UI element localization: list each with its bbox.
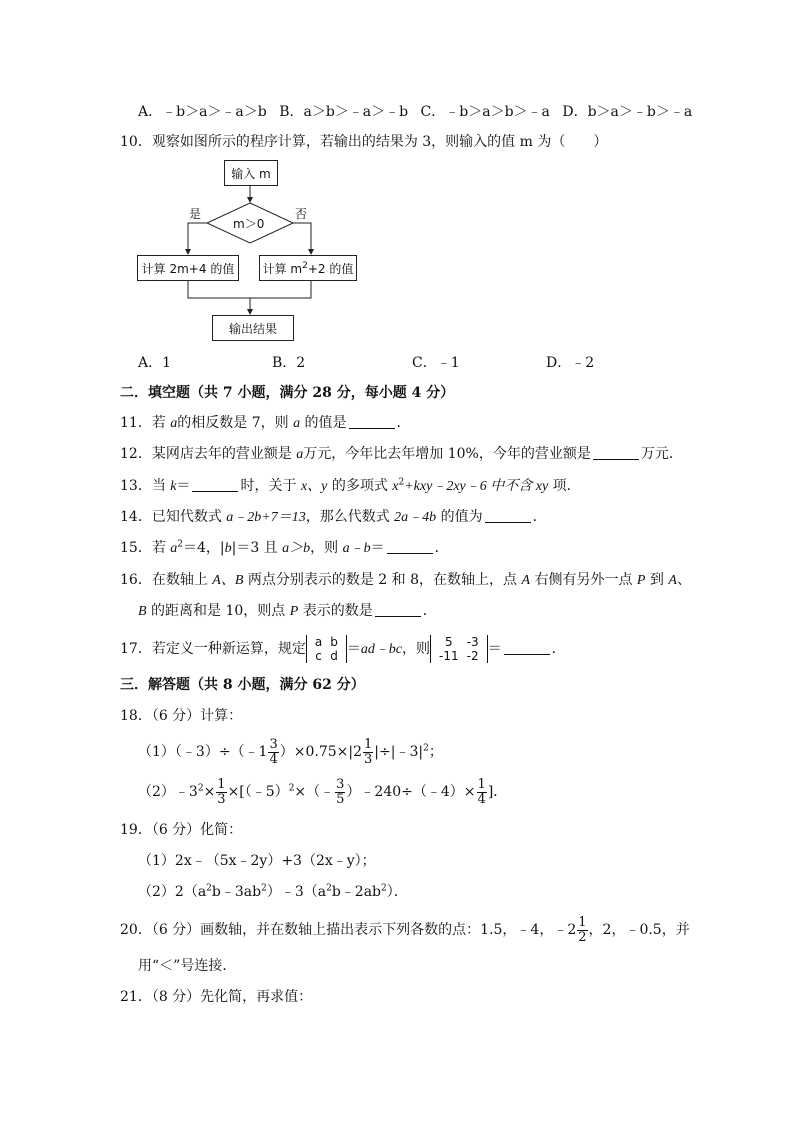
flow-right-label: 计算 $m^2+2$ 的值 [262, 260, 354, 276]
q10-option-a: A．1 [138, 355, 172, 371]
q10-option-d: D．﹣2 [546, 355, 595, 371]
flow-left-label: 计算 2m+4 的值 [141, 261, 235, 276]
flow-yes-label: 是 [189, 207, 202, 221]
q10-option-c: C．﹣1 [412, 355, 460, 371]
q18-stem: 18．（6 分）计算： [120, 708, 243, 724]
flow-left-box [137, 255, 239, 281]
q10-option-b: B．2 [272, 355, 306, 371]
q17-answer-blank [504, 640, 550, 655]
q10-stem: 10．观察如图所示的程序计算，若输出的结果为 3，则输入的值 m 为（ ） [120, 134, 608, 150]
q9-option-a: A．﹣b＞a＞﹣a＞b [138, 104, 267, 120]
q9-option-c: C．﹣b＞a＞b＞﹣a [420, 104, 550, 120]
q9-options [138, 102, 692, 122]
q18-part1: （1）（﹣3）÷（﹣1 $\frac{3}{4}$ ）×0.75×|2 $\frac{1}{3}$ $|\div|﹣3|^2$； [138, 736, 443, 767]
q9-option-d: D．b＞a＞﹣b＞﹣a [562, 104, 693, 120]
q15-answer-blank [387, 539, 433, 554]
flow-input-label: 输入 m [231, 166, 271, 181]
flow-condition: m＞0 [233, 217, 265, 231]
section-3-heading: 三．解答题（共 8 小题，满分 62 分） [120, 677, 365, 693]
q19-part2: $(2)2(a^2b﹣3ab^2)﹣3(a^2b﹣2ab^2)$． [138, 883, 408, 900]
flow-output-box [212, 315, 294, 341]
q12-answer-blank [593, 445, 639, 460]
q14-answer-blank [485, 508, 531, 523]
q13-answer-blank [192, 477, 238, 492]
q16-answer-blank [375, 602, 421, 617]
flow-right-box [259, 255, 357, 281]
q11-answer-blank [349, 414, 395, 429]
section-2-heading: 二．填空题（共 7 小题，满分 28 分，每小题 4 分） [120, 385, 455, 401]
q19-stem: 19．（6 分）化简： [120, 822, 243, 838]
flow-output-label: 输出结果 [228, 321, 277, 336]
q17-determinant-value: 5 -3 -11 -2 [430, 635, 488, 663]
q12: 12．某网店去年的营业额是 a万元，今年比去年增加 10%，今年的营业额是 万元． [120, 446, 683, 462]
q17: 17．若定义一种新运算，规定 a b c d ＝ad﹣bc，则 5 -3 -11 -2 ＝ ． [120, 635, 566, 663]
q9-option-b: B．a＞b＞﹣a＞﹣b [279, 104, 409, 120]
q15: 15．若 $a^2=4$，|b|＝3 且 a＞b，则 a﹣b＝ ． [120, 539, 449, 556]
flow-no-label: 否 [295, 207, 308, 221]
q17-determinant-def: a b c d [306, 635, 347, 663]
q16-line2: B 的距离和是 10，则点 P 表示的数是 ． [138, 603, 437, 619]
q13: 13．当 k＝ 时，关于 x、y 的多项式 $x^2+kxy﹣2xy﹣6$ 中不含 xy 项． [120, 477, 581, 494]
flowchart [135, 158, 365, 348]
q20-line2: 用“＜”号连接． [138, 958, 237, 974]
q14: 14．已知代数式 a﹣2b+7＝13，那么代数式 2a﹣4b 的值为 ． [120, 509, 547, 525]
q19-part1: （1）2x﹣（5x﹣2y）+3（2x﹣y）； [138, 853, 376, 869]
q11: 11．若 a的相反数是 7，则 a 的值是 ． [120, 415, 411, 431]
q20-line1: 20．（6 分）画数轴，并在数轴上描出表示下列各数的点：1.5，﹣4，﹣2 $\frac{1}{2}$ ，2，﹣0.5，并 [120, 914, 690, 945]
q18-part2: $(2)﹣3^2\times$ $\frac{1}{3}$ ×[（﹣5）$^2$×（﹣ $\frac{3}{5}$ ）﹣240÷（﹣4）× $\frac{1}{4}$ ]． [138, 776, 508, 807]
q21-stem: 21．（8 分）先化简，再求值： [120, 989, 313, 1005]
q16-line1: 16．在数轴上 A、B 两点分别表示的数是 2 和 8，在数轴上，点 A 右侧有另外一点 P 到 A、 [120, 572, 691, 588]
flow-input-box [224, 160, 278, 186]
